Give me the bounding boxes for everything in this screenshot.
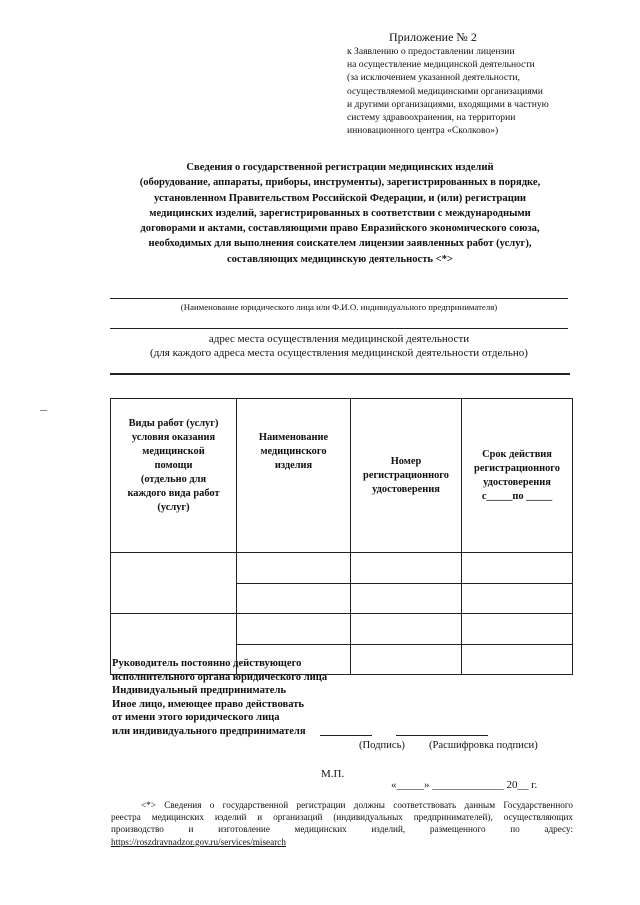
table-cell[interactable]	[462, 583, 573, 614]
appendix-line: инновационного центра «Сколково»)	[347, 125, 499, 137]
scan-mark	[40, 410, 47, 411]
signatory-line: Иное лицо, имеющее право действовать	[112, 698, 305, 710]
footnote	[111, 799, 573, 848]
signatory-block	[112, 657, 327, 739]
appendix-line: к Заявлению о предоставлении лицензии	[347, 46, 515, 57]
appendix-title: Приложение № 2	[389, 30, 477, 44]
header-device-name: Наименование медицинского изделия	[237, 399, 351, 553]
table-cell[interactable]	[237, 553, 351, 584]
appendix-line: на осуществление медицинской деятельности	[347, 59, 535, 71]
title-line: договорами и актами, составляющими право Евразийского экономического союза,	[140, 223, 540, 235]
signature-decode-line[interactable]	[396, 735, 488, 736]
title-line: медицинских изделий, зарегистрированных в соответствии с международными	[149, 207, 531, 219]
table-cell[interactable]	[237, 583, 351, 614]
document-title	[100, 160, 580, 267]
table-cell-work-type[interactable]	[111, 553, 237, 614]
footnote-line: реестра медицинских изделий и организаций (индивидуальных предпринимателей), осуществляющих	[111, 812, 573, 823]
appendix-line: и другими организациями, входящими в частную	[347, 98, 549, 110]
title-line: необходимых для выполнения соискателем лицензии заявленных работ (услуг),	[148, 238, 532, 250]
address-caption-line: адрес места осуществления медицинской деятельности	[208, 333, 470, 345]
signatory-line: от имени этого юридического лица	[112, 712, 280, 724]
table-cell[interactable]	[351, 644, 462, 675]
address-input-line[interactable]	[110, 373, 570, 375]
table-header-row	[111, 399, 573, 553]
medical-devices-table	[110, 398, 573, 675]
appendix-line: (за исключением указанной деятельности,	[347, 72, 520, 84]
title-line: (оборудование, аппараты, приборы, инструменты), зарегистрированных в порядке,	[139, 177, 541, 189]
signatory-line: исполнительного органа юридического лица	[112, 671, 328, 683]
table-cell[interactable]	[351, 583, 462, 614]
table-cell[interactable]	[462, 614, 573, 645]
table-cell[interactable]	[351, 614, 462, 645]
header-validity-period: Срок действия регистрационного удостоверения с_____по _____	[462, 399, 573, 553]
address-top-line	[110, 328, 568, 329]
address-caption	[110, 332, 568, 360]
table-cell[interactable]	[237, 614, 351, 645]
appendix-line: осуществляемой медицинскими организациями	[347, 85, 543, 97]
table-cell[interactable]	[462, 644, 573, 675]
table-row	[111, 614, 573, 645]
header-registration-number: Номер регистрационного удостоверения	[351, 399, 462, 553]
appendix-subtitle	[347, 45, 549, 137]
table-row	[111, 553, 573, 584]
address-caption-line: (для каждого адреса места осуществления медицинской деятельности отдельно)	[150, 347, 528, 359]
footnote-line: производство и изготовление медицинских изделий, размещенного по адресу:	[111, 824, 573, 835]
stamp-place: М.П.	[321, 768, 345, 780]
signature-line[interactable]	[320, 735, 372, 736]
signatory-line: Индивидуальный предприниматель	[112, 685, 287, 697]
title-line: установленном Правительством Российской Федерации, и (или) регистрации	[153, 192, 527, 204]
signatory-line: Руководитель постоянно действующего	[112, 658, 302, 669]
date-field[interactable]: «_____» _____________ 20__ г.	[391, 779, 538, 791]
table-cell[interactable]	[351, 553, 462, 584]
signatory-line: или индивидуального предпринимателя	[112, 725, 306, 737]
title-line: Сведения о государственной регистрации медицинских изделий	[186, 162, 494, 173]
organization-name-caption: (Наименование юридического лица или Ф.И.О. индивидуального предпринимателя)	[180, 302, 498, 312]
signature-decode-caption: (Расшифровка подписи)	[429, 740, 538, 751]
organization-name-line[interactable]	[110, 298, 568, 299]
appendix-line: систему здравоохранения, на территории	[347, 112, 516, 124]
roszdravnadzor-link[interactable]: https://roszdravnadzor.gov.ru/services/misearch	[111, 836, 286, 847]
signature-caption: (Подпись)	[359, 740, 405, 751]
footnote-line: <*> Сведения о государственной регистрации должны соответствовать данным Государственного	[141, 800, 573, 810]
table-cell[interactable]	[462, 553, 573, 584]
title-line: составляющих медицинскую деятельность <*>	[226, 253, 454, 265]
header-work-types: Виды работ (услуг) условия оказания медицинской помощи (отдельно для каждого вида работ (услуг)	[111, 399, 237, 553]
